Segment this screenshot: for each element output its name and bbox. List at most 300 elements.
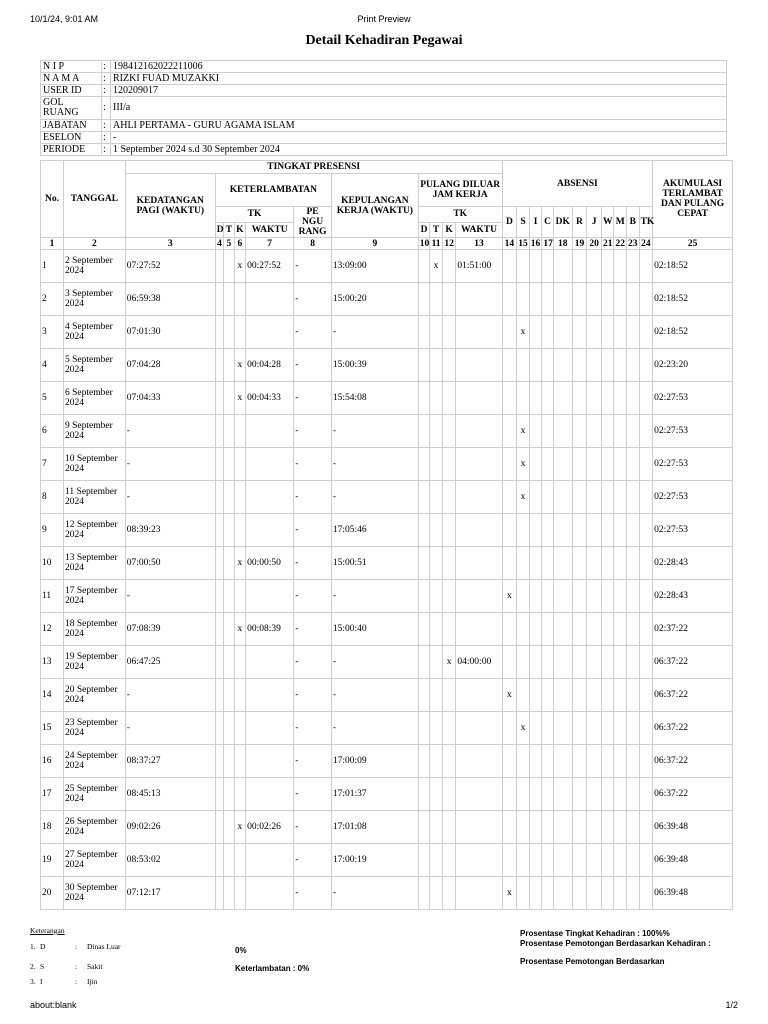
cell-abs-tk bbox=[639, 448, 653, 481]
legend-num: 3. bbox=[30, 977, 36, 986]
column-number: 19 bbox=[572, 238, 587, 250]
cell-abs-i bbox=[529, 415, 542, 448]
cell-early-time bbox=[456, 580, 502, 613]
cell-early-t bbox=[430, 679, 443, 712]
cell-early-k: x bbox=[442, 646, 456, 679]
cell-abs-b bbox=[627, 448, 640, 481]
cell-abs-w bbox=[601, 811, 614, 844]
cell-abs-m bbox=[614, 382, 627, 415]
info-label: PERIODE bbox=[41, 144, 102, 156]
cell-pengurang: - bbox=[294, 778, 332, 811]
cell-abs-w bbox=[601, 712, 614, 745]
cell-accumulation: 06:37:22 bbox=[653, 712, 733, 745]
column-number: 4 bbox=[217, 238, 222, 249]
cell-pengurang: - bbox=[294, 580, 332, 613]
cell-late-time bbox=[246, 415, 294, 448]
cell-abs-s bbox=[517, 745, 530, 778]
column-number: 23 bbox=[628, 238, 638, 249]
cell-late-t bbox=[224, 712, 234, 745]
cell-abs-c bbox=[542, 283, 554, 316]
cell-abs-tk bbox=[639, 712, 653, 745]
column-number: 14 bbox=[502, 238, 517, 250]
cell-late-k bbox=[234, 712, 246, 745]
cell-late-d bbox=[215, 778, 223, 811]
cell-early-t bbox=[430, 283, 443, 316]
cell-abs-tk bbox=[639, 778, 653, 811]
cell-early-t bbox=[430, 811, 443, 844]
cell-late-k bbox=[234, 514, 246, 547]
cell-early-time bbox=[456, 745, 502, 778]
column-number: 8 bbox=[294, 238, 332, 250]
cell-late-d bbox=[215, 679, 223, 712]
column-number: 12 bbox=[442, 238, 456, 250]
cell-late-t bbox=[224, 844, 234, 877]
info-colon: : bbox=[102, 85, 111, 97]
cell-late-t bbox=[224, 283, 234, 316]
table-row bbox=[41, 745, 733, 778]
cell-date: 17 September 2024 bbox=[64, 580, 126, 613]
cell-abs-d bbox=[502, 778, 517, 811]
info-row bbox=[41, 144, 727, 156]
cell-late-time bbox=[246, 844, 294, 877]
cell-abs-b bbox=[627, 712, 640, 745]
cell-abs-c bbox=[542, 250, 554, 283]
cell-accumulation: 02:18:52 bbox=[653, 283, 733, 316]
cell-abs-tk bbox=[639, 580, 653, 613]
cell-late-time: 00:08:39 bbox=[246, 613, 294, 646]
col-header-late-d: D bbox=[215, 222, 223, 238]
cell-date: 19 September 2024 bbox=[64, 646, 126, 679]
cell-abs-s bbox=[517, 382, 530, 415]
cell-abs-r bbox=[572, 877, 587, 910]
cell-abs-m bbox=[614, 712, 627, 745]
cell-late-t bbox=[224, 514, 234, 547]
cell-abs-i bbox=[529, 481, 542, 514]
col-header-late-tk: TK bbox=[215, 207, 293, 223]
cell-abs-d bbox=[502, 844, 517, 877]
cell-abs-w bbox=[601, 283, 614, 316]
cell-arrival: 06:47:25 bbox=[125, 646, 215, 679]
cell-pengurang: - bbox=[294, 415, 332, 448]
cell-abs-i bbox=[529, 613, 542, 646]
cell-early-d bbox=[418, 778, 430, 811]
cell-abs-r bbox=[572, 679, 587, 712]
info-colon: : bbox=[102, 97, 111, 120]
cell-late-k bbox=[234, 646, 246, 679]
cell-abs-d bbox=[502, 250, 517, 283]
cell-departure: - bbox=[331, 679, 418, 712]
cell-abs-s bbox=[517, 613, 530, 646]
column-number: 25 bbox=[653, 238, 733, 250]
cell-early-k bbox=[442, 679, 456, 712]
cell-abs-r bbox=[572, 580, 587, 613]
cell-pengurang: - bbox=[294, 316, 332, 349]
cell-late-d bbox=[215, 613, 223, 646]
cell-early-t bbox=[430, 415, 443, 448]
cell-abs-c bbox=[542, 679, 554, 712]
cell-late-t bbox=[224, 382, 234, 415]
cell-no: 18 bbox=[41, 811, 64, 844]
cell-abs-dk bbox=[553, 316, 572, 349]
cell-abs-r bbox=[572, 844, 587, 877]
cell-abs-c bbox=[542, 349, 554, 382]
cell-abs-d bbox=[502, 514, 517, 547]
cell-arrival: - bbox=[125, 448, 215, 481]
info-value: - bbox=[111, 132, 727, 144]
cell-early-t: x bbox=[430, 250, 443, 283]
cell-abs-m bbox=[614, 811, 627, 844]
cell-abs-b bbox=[627, 382, 640, 415]
cell-abs-m bbox=[614, 646, 627, 679]
cell-abs-tk bbox=[639, 811, 653, 844]
cell-early-d bbox=[418, 877, 430, 910]
cell-abs-d bbox=[502, 349, 517, 382]
cell-abs-c bbox=[542, 646, 554, 679]
cell-abs-tk bbox=[639, 745, 653, 778]
cell-departure: 17:05:46 bbox=[331, 514, 418, 547]
cell-abs-c bbox=[542, 448, 554, 481]
cell-early-k bbox=[442, 778, 456, 811]
cell-abs-j bbox=[587, 514, 602, 547]
cell-early-d bbox=[418, 349, 430, 382]
cell-abs-i bbox=[529, 877, 542, 910]
cell-abs-s bbox=[517, 778, 530, 811]
cell-early-time bbox=[456, 679, 502, 712]
col-header-pengurang: PE NGU RANG bbox=[294, 207, 332, 238]
cell-abs-m bbox=[614, 415, 627, 448]
cell-departure: 13:09:00 bbox=[331, 250, 418, 283]
col-header-keterlambatan: KETERLAMBATAN bbox=[215, 174, 331, 207]
info-label: N I P bbox=[41, 61, 102, 73]
cell-abs-j bbox=[587, 250, 602, 283]
cell-late-time bbox=[246, 514, 294, 547]
cell-early-k bbox=[442, 514, 456, 547]
cell-abs-tk bbox=[639, 316, 653, 349]
info-row bbox=[41, 132, 727, 144]
cell-abs-b bbox=[627, 580, 640, 613]
info-label: USER ID bbox=[41, 85, 102, 97]
cell-arrival: 08:39:23 bbox=[125, 514, 215, 547]
cell-late-t bbox=[224, 547, 234, 580]
cell-accumulation: 02:27:53 bbox=[653, 481, 733, 514]
cell-late-t bbox=[224, 679, 234, 712]
cell-no: 3 bbox=[41, 316, 64, 349]
cell-abs-w bbox=[601, 349, 614, 382]
cell-date: 24 September 2024 bbox=[64, 745, 126, 778]
cell-departure: 17:01:08 bbox=[331, 811, 418, 844]
cell-abs-s bbox=[517, 811, 530, 844]
cell-abs-dk bbox=[553, 580, 572, 613]
cell-abs-d bbox=[502, 811, 517, 844]
cell-late-d bbox=[215, 349, 223, 382]
cell-abs-c bbox=[542, 613, 554, 646]
cell-no: 11 bbox=[41, 580, 64, 613]
cell-early-d bbox=[418, 712, 430, 745]
cell-abs-tk bbox=[639, 481, 653, 514]
cell-abs-w bbox=[601, 448, 614, 481]
column-number: 6 bbox=[234, 238, 246, 250]
info-value: III/a bbox=[111, 97, 727, 120]
cell-pengurang: - bbox=[294, 811, 332, 844]
cell-departure: - bbox=[331, 415, 418, 448]
cell-date: 11 September 2024 bbox=[64, 481, 126, 514]
col-header-early-d: D bbox=[418, 222, 430, 238]
cell-abs-d bbox=[502, 547, 517, 580]
percentage-text: 0% bbox=[235, 946, 247, 955]
cell-early-t bbox=[430, 481, 443, 514]
cell-late-time bbox=[246, 580, 294, 613]
cell-early-time: 04:00:00 bbox=[456, 646, 502, 679]
cell-abs-i bbox=[529, 712, 542, 745]
cell-no: 15 bbox=[41, 712, 64, 745]
cell-abs-m bbox=[614, 613, 627, 646]
cell-abs-d bbox=[502, 316, 517, 349]
cell-early-time bbox=[456, 382, 502, 415]
cell-no: 19 bbox=[41, 844, 64, 877]
cell-late-time bbox=[246, 679, 294, 712]
col-header-tingkat-presensi: TINGKAT PRESENSI bbox=[125, 161, 502, 174]
col-header-kedatangan: KEDATANGAN PAGI (WAKTU) bbox=[125, 174, 215, 238]
cell-arrival: - bbox=[125, 415, 215, 448]
cell-date: 13 September 2024 bbox=[64, 547, 126, 580]
cell-early-t bbox=[430, 580, 443, 613]
cell-abs-d bbox=[502, 448, 517, 481]
cell-abs-r bbox=[572, 745, 587, 778]
cell-early-d bbox=[418, 481, 430, 514]
cell-late-d bbox=[215, 250, 223, 283]
cell-abs-j bbox=[587, 646, 602, 679]
info-value: RIZKI FUAD MUZAKKI bbox=[111, 73, 727, 85]
prosentase-pemotongan-kehadiran: Prosentase Pemotongan Berdasarkan Kehadiran : bbox=[520, 939, 711, 948]
cell-arrival: 07:04:33 bbox=[125, 382, 215, 415]
cell-late-k: x bbox=[234, 811, 246, 844]
cell-accumulation: 06:37:22 bbox=[653, 745, 733, 778]
cell-date: 25 September 2024 bbox=[64, 778, 126, 811]
col-header-abs-b: B bbox=[627, 207, 640, 238]
cell-abs-dk bbox=[553, 613, 572, 646]
col-header-abs-c: C bbox=[542, 207, 554, 238]
cell-abs-r bbox=[572, 481, 587, 514]
cell-abs-j bbox=[587, 613, 602, 646]
cell-no: 6 bbox=[41, 415, 64, 448]
cell-late-k bbox=[234, 415, 246, 448]
cell-early-t bbox=[430, 778, 443, 811]
cell-abs-i bbox=[529, 382, 542, 415]
cell-abs-tk bbox=[639, 415, 653, 448]
cell-departure: 15:00:51 bbox=[331, 547, 418, 580]
info-row bbox=[41, 97, 727, 120]
cell-early-k bbox=[442, 811, 456, 844]
cell-abs-dk bbox=[553, 481, 572, 514]
cell-early-t bbox=[430, 613, 443, 646]
cell-early-d bbox=[418, 316, 430, 349]
cell-abs-j bbox=[587, 481, 602, 514]
cell-early-k bbox=[442, 349, 456, 382]
cell-abs-r bbox=[572, 250, 587, 283]
table-row bbox=[41, 844, 733, 877]
cell-abs-r bbox=[572, 547, 587, 580]
cell-early-k bbox=[442, 877, 456, 910]
cell-late-time: 00:04:33 bbox=[246, 382, 294, 415]
cell-late-time bbox=[246, 745, 294, 778]
cell-accumulation: 06:39:48 bbox=[653, 877, 733, 910]
cell-late-d bbox=[215, 415, 223, 448]
cell-departure: - bbox=[331, 481, 418, 514]
cell-abs-d: x bbox=[502, 877, 517, 910]
col-header-early-k: K bbox=[442, 222, 456, 238]
cell-late-t bbox=[224, 745, 234, 778]
cell-departure: 15:00:40 bbox=[331, 613, 418, 646]
col-header-late-t: T bbox=[224, 222, 234, 238]
cell-abs-b bbox=[627, 514, 640, 547]
cell-abs-b bbox=[627, 415, 640, 448]
cell-late-k bbox=[234, 580, 246, 613]
col-header-no: No. bbox=[41, 161, 64, 238]
cell-abs-w bbox=[601, 250, 614, 283]
cell-early-d bbox=[418, 514, 430, 547]
cell-early-time bbox=[456, 316, 502, 349]
column-number: 10 bbox=[419, 238, 430, 249]
cell-departure: 15:00:20 bbox=[331, 283, 418, 316]
cell-pengurang: - bbox=[294, 745, 332, 778]
cell-abs-b bbox=[627, 778, 640, 811]
cell-abs-w bbox=[601, 679, 614, 712]
cell-arrival: - bbox=[125, 712, 215, 745]
cell-arrival: - bbox=[125, 679, 215, 712]
cell-early-t bbox=[430, 514, 443, 547]
cell-abs-dk bbox=[553, 844, 572, 877]
cell-abs-dk bbox=[553, 646, 572, 679]
page-title: Detail Kehadiran Pegawai bbox=[305, 33, 463, 48]
cell-early-d bbox=[418, 745, 430, 778]
cell-early-k bbox=[442, 547, 456, 580]
cell-abs-dk bbox=[553, 514, 572, 547]
cell-early-time bbox=[456, 613, 502, 646]
cell-departure: - bbox=[331, 646, 418, 679]
cell-abs-d bbox=[502, 283, 517, 316]
cell-date: 2 September 2024 bbox=[64, 250, 126, 283]
cell-abs-c bbox=[542, 712, 554, 745]
cell-date: 23 September 2024 bbox=[64, 712, 126, 745]
legend-code: S bbox=[40, 962, 45, 971]
column-number: 3 bbox=[125, 238, 215, 250]
cell-late-d bbox=[215, 382, 223, 415]
cell-date: 5 September 2024 bbox=[64, 349, 126, 382]
cell-accumulation: 06:39:48 bbox=[653, 811, 733, 844]
cell-early-time bbox=[456, 514, 502, 547]
table-row bbox=[41, 811, 733, 844]
cell-abs-c bbox=[542, 580, 554, 613]
cell-pengurang: - bbox=[294, 349, 332, 382]
cell-late-t bbox=[224, 349, 234, 382]
cell-abs-tk bbox=[639, 250, 653, 283]
cell-late-t bbox=[224, 316, 234, 349]
cell-abs-dk bbox=[553, 382, 572, 415]
cell-abs-b bbox=[627, 283, 640, 316]
cell-early-k bbox=[442, 712, 456, 745]
column-number: 5 bbox=[224, 238, 234, 250]
cell-late-d bbox=[215, 481, 223, 514]
cell-abs-i bbox=[529, 514, 542, 547]
legend-desc: Ijin bbox=[87, 977, 98, 986]
cell-abs-w bbox=[601, 580, 614, 613]
cell-early-d bbox=[418, 613, 430, 646]
cell-abs-w bbox=[601, 316, 614, 349]
info-colon: : bbox=[102, 120, 111, 132]
cell-abs-w bbox=[601, 745, 614, 778]
cell-abs-dk bbox=[553, 712, 572, 745]
cell-date: 12 September 2024 bbox=[64, 514, 126, 547]
cell-early-d bbox=[418, 844, 430, 877]
cell-abs-b bbox=[627, 613, 640, 646]
print-preview-title: Print Preview bbox=[357, 14, 411, 24]
cell-abs-s bbox=[517, 514, 530, 547]
cell-late-k bbox=[234, 745, 246, 778]
cell-late-t bbox=[224, 613, 234, 646]
cell-abs-j bbox=[587, 415, 602, 448]
cell-abs-s bbox=[517, 679, 530, 712]
cell-late-k bbox=[234, 481, 246, 514]
cell-early-d bbox=[418, 415, 430, 448]
col-header-late-waktu: WAKTU bbox=[246, 222, 294, 238]
cell-abs-tk bbox=[639, 547, 653, 580]
cell-late-t bbox=[224, 877, 234, 910]
cell-abs-s: x bbox=[517, 712, 530, 745]
cell-abs-m bbox=[614, 481, 627, 514]
cell-early-k bbox=[442, 448, 456, 481]
cell-date: 26 September 2024 bbox=[64, 811, 126, 844]
cell-early-d bbox=[418, 250, 430, 283]
employee-info-table bbox=[40, 60, 727, 156]
cell-abs-i bbox=[529, 811, 542, 844]
cell-abs-r bbox=[572, 316, 587, 349]
cell-abs-tk bbox=[639, 382, 653, 415]
table-row bbox=[41, 646, 733, 679]
cell-late-k: x bbox=[234, 382, 246, 415]
cell-no: 12 bbox=[41, 613, 64, 646]
cell-abs-b bbox=[627, 349, 640, 382]
cell-no: 1 bbox=[41, 250, 64, 283]
cell-accumulation: 02:27:53 bbox=[653, 448, 733, 481]
cell-abs-dk bbox=[553, 250, 572, 283]
cell-late-k: x bbox=[234, 613, 246, 646]
cell-abs-c bbox=[542, 745, 554, 778]
cell-abs-r bbox=[572, 349, 587, 382]
cell-late-d bbox=[215, 316, 223, 349]
cell-abs-b bbox=[627, 811, 640, 844]
cell-abs-m bbox=[614, 514, 627, 547]
info-colon: : bbox=[102, 144, 111, 156]
cell-late-d bbox=[215, 283, 223, 316]
cell-early-k bbox=[442, 382, 456, 415]
cell-late-t bbox=[224, 250, 234, 283]
cell-early-k bbox=[442, 415, 456, 448]
cell-abs-j bbox=[587, 283, 602, 316]
info-value: 1 September 2024 s.d 30 September 2024 bbox=[111, 144, 727, 156]
cell-abs-m bbox=[614, 745, 627, 778]
cell-late-d bbox=[215, 745, 223, 778]
cell-late-time: 00:00:50 bbox=[246, 547, 294, 580]
cell-abs-j bbox=[587, 580, 602, 613]
col-header-abs-m: M bbox=[614, 207, 627, 238]
cell-late-t bbox=[224, 811, 234, 844]
cell-date: 4 September 2024 bbox=[64, 316, 126, 349]
cell-pengurang: - bbox=[294, 514, 332, 547]
column-number: 17 bbox=[543, 238, 553, 249]
table-row bbox=[41, 580, 733, 613]
cell-early-k bbox=[442, 580, 456, 613]
cell-abs-c bbox=[542, 877, 554, 910]
